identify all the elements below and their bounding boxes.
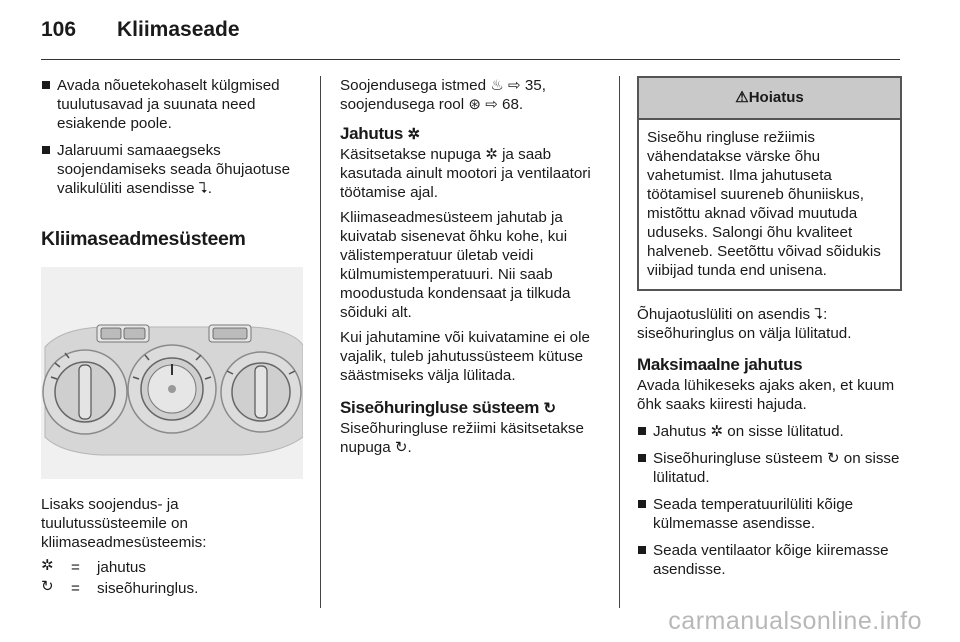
footwell-windscreen-icon: ⮧ — [198, 180, 208, 197]
warning-title: Hoiatus — [748, 89, 804, 106]
column-3 — [637, 76, 902, 587]
legend: ✲ = jahutus ↻ = siseõhuringlus. — [41, 558, 303, 598]
chapter-title: Kliimaseade — [117, 18, 240, 41]
list-item: Seada temperatuurilüliti kõige külmemasse asendisse. — [637, 495, 902, 533]
snowflake-icon: ✲ — [485, 146, 498, 163]
paragraph: Kui jahutamine või kuivatamine ei ole vajalik, tuleb jahutussüsteem kütuse säästmiseks välja lülitada. — [340, 329, 590, 384]
footwell-windscreen-icon: ⮧ — [814, 306, 824, 323]
heated-seat-icon: ♨ — [490, 77, 504, 94]
column-1 — [41, 76, 303, 598]
page-ref-arrow-icon: ⇨ — [508, 77, 521, 94]
legend-text: siseõhuringlus. — [97, 580, 199, 597]
column-2 — [340, 76, 606, 463]
caption-text: Lisaks soojendus- ja tuulutussüsteemile on kliimaseadmesüsteemis: — [41, 496, 207, 551]
warning-triangle-icon: ⚠ — [735, 89, 749, 106]
paragraph: Kliimaseadmesüsteem jahutab ja kuivatab sisenevat õhku kohe, kui välistemperatuur ületab veidi külmumistemperatuuri. Nii saab moodustuda kondensaat ja tilkuda sõiduki alt. — [340, 209, 571, 321]
paragraph: Siseõhuringluse režiimi käsitsetakse nupuga ↻. — [340, 420, 584, 456]
snowflake-icon: ✲ — [407, 126, 420, 143]
page-ref-arrow-icon: ⇨ — [485, 96, 498, 113]
section-heading: Kliimaseadmesüsteem — [41, 228, 246, 250]
recirculation-icon: ↻ — [826, 450, 840, 467]
paragraph: Avada lühikeseks ajaks aken, et kuum õhk saaks kiiresti hajuda. — [637, 377, 895, 413]
climate-control-panel-illustration — [41, 267, 303, 479]
section-heading: Siseõhuringluse süsteem ↻ — [340, 398, 556, 417]
warning-header — [639, 78, 900, 120]
legend-text: jahutus — [97, 559, 146, 576]
list-item — [41, 76, 303, 133]
list-item: Seada ventilaator kõige kiiremasse asendisse. — [637, 541, 902, 579]
intro-paragraph: Soojendusega istmed ♨ ⇨ 35, soojendusega rool ⊛ ⇨ 68. — [340, 77, 546, 113]
recirculation-icon: ↻ — [543, 400, 556, 417]
header-rule — [41, 59, 900, 60]
paragraph: Käsitsetakse nupuga ✲ ja saab kasutada ainult mootori ja ventilaatori töötamise ajal. — [340, 146, 591, 201]
list-item: Jahutus ✲ on sisse lülitatud. — [637, 422, 902, 441]
page-header — [41, 18, 240, 48]
snowflake-icon: ✲ — [710, 423, 724, 440]
recirculation-icon: ↻ — [41, 578, 54, 595]
section-heading: Maksimaalne jahutus — [637, 355, 803, 374]
bullet-text: Avada nõuetekohaselt külgmised tuulutusavad ja suunata need esiakende poole. — [57, 77, 280, 132]
section-heading: Jahutus ✲ — [340, 124, 420, 143]
watermark: carmanualsonline.info — [668, 607, 922, 635]
warning-text: Siseõhu ringluse režiimis vähendatakse värske õhu vahetumist. Ilma jahutuseta töötamisel suureneb õhuniiskus, mistõttu aknad võivad muutuda uduseks. Salongi õhu kvaliteet halveneb. Seetõttu võivad sõidukis viibijad tunda end unisena. — [647, 129, 881, 279]
heated-steering-wheel-icon: ⊛ — [468, 96, 481, 113]
column-divider — [619, 76, 620, 608]
page-number: 106 — [41, 18, 77, 41]
column-divider — [320, 76, 321, 608]
paragraph: Õhujaotuslüliti on asendis ⮧: siseõhuringlus on välja lülitatud. — [637, 306, 852, 342]
snowflake-icon: ✲ — [41, 557, 54, 574]
warning-box — [637, 76, 902, 291]
recirculation-icon: ↻ — [394, 439, 408, 456]
list-item: Siseõhuringluse süsteem ↻ on sisse lülitatud. — [637, 449, 902, 487]
list-item: Jalaruumi samaaegseks soojendamiseks seada õhujaotuse valikulüliti asendisse ⮧. — [41, 141, 303, 198]
bullet-text: Jalaruumi samaaegseks soojendamiseks seada õhujaotuse valikulüliti asendisse — [57, 142, 291, 197]
